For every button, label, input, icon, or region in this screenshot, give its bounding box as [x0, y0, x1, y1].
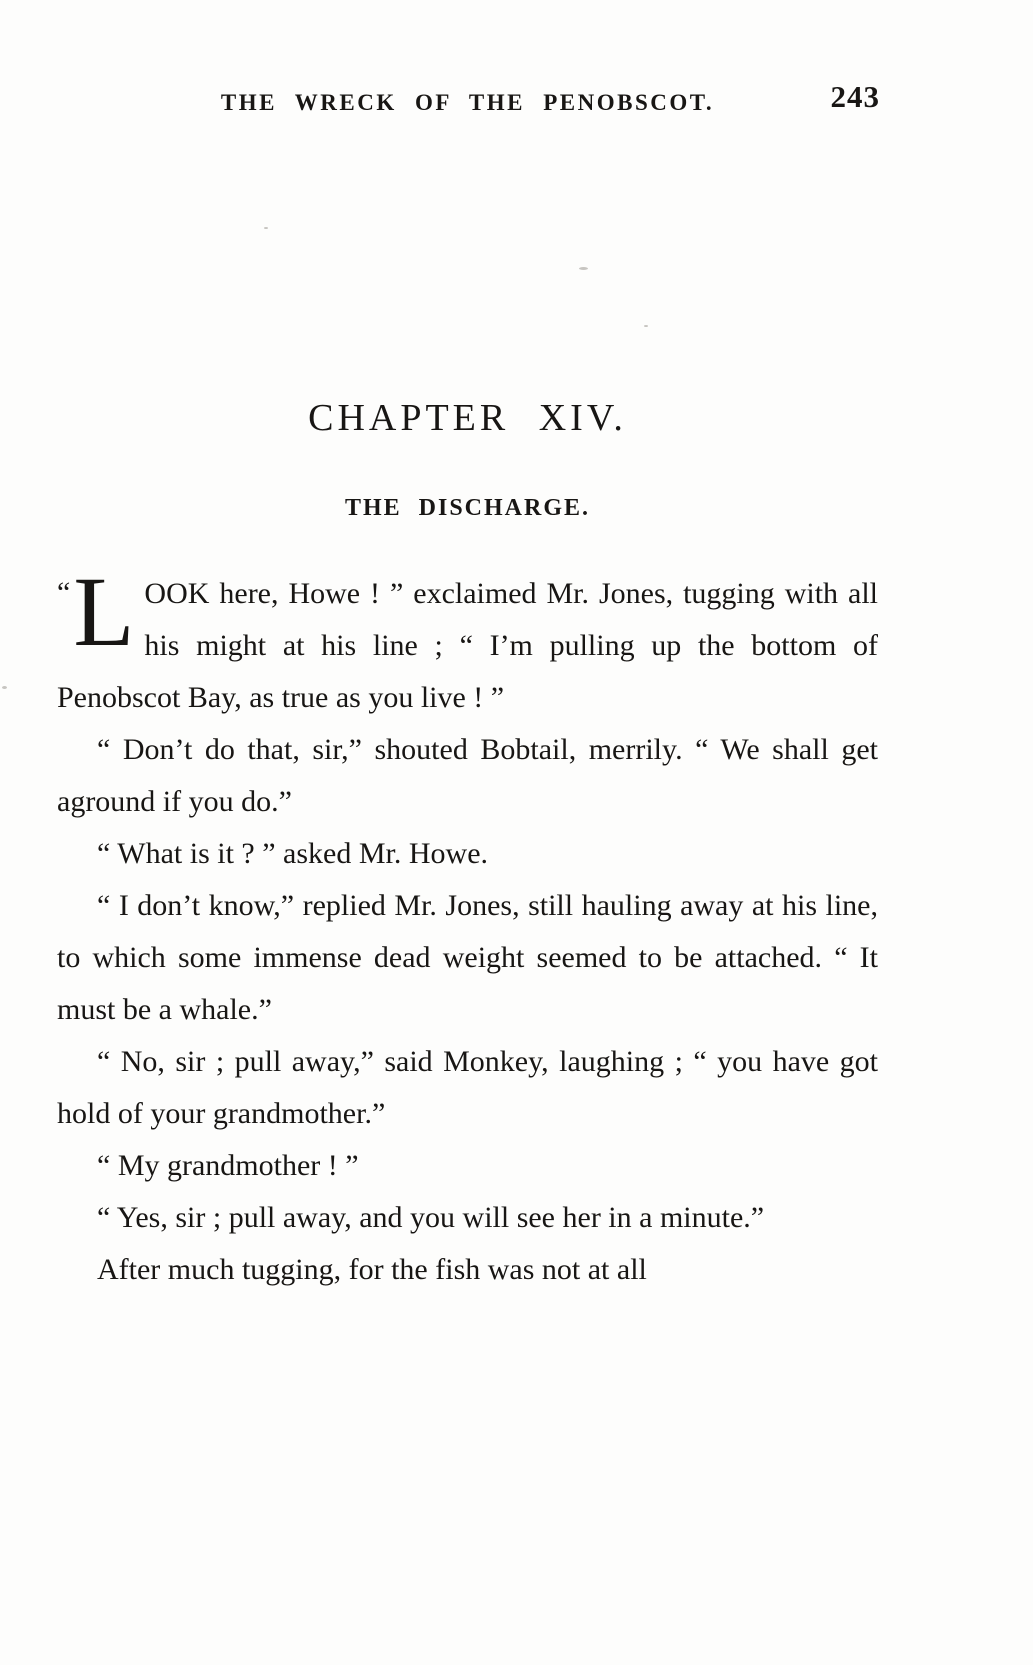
paragraph-4: “ I don’t know,” replied Mr. Jones, still hauling away at his line, to which some immense dead weight seemed to be attached. “ It must be a whale.”: [57, 889, 878, 1026]
paragraph-2: “ Don’t do that, sir,” shouted Bobtail, merrily. “ We shall get aground if you do.”: [57, 733, 878, 818]
scan-speck: [579, 267, 588, 270]
paragraph-7: “ Yes, sir ; pull away, and you will see her in a minute.”: [97, 1201, 765, 1234]
paragraph-8: After much tugging, for the fish was not at all: [97, 1253, 647, 1286]
chapter-title: CHAPTER XIV.: [308, 397, 627, 439]
body-text: [57, 556, 878, 1296]
scan-speck: [644, 325, 648, 327]
paragraph-5: “ No, sir ; pull away,” said Monkey, laughing ; “ you have got hold of your grandmother.”: [57, 1045, 878, 1130]
page-header: [57, 79, 880, 118]
paragraph-6: “ My grandmother ! ”: [97, 1149, 359, 1182]
chapter-subtitle: THE DISCHARGE.: [344, 495, 591, 521]
opening-quote: “: [57, 576, 71, 609]
scan-speck: [2, 686, 7, 689]
paragraph-text: OOK here, Howe ! ” exclaimed Mr. Jones, tugging with all his might at his line ; “ I’m pulling up the bottom of Penobscot Bay, as true as you live ! ”: [57, 577, 878, 714]
dropcap-group: [57, 556, 135, 668]
scan-speck: [264, 227, 268, 229]
paragraph-3: “ What is it ? ” asked Mr. Howe.: [97, 837, 489, 870]
running-title: THE WRECK OF THE PENOBSCOT.: [220, 90, 715, 115]
page-number: 243: [830, 79, 880, 114]
drop-cap: L: [73, 556, 135, 667]
paragraph-dropcap: [57, 556, 878, 724]
